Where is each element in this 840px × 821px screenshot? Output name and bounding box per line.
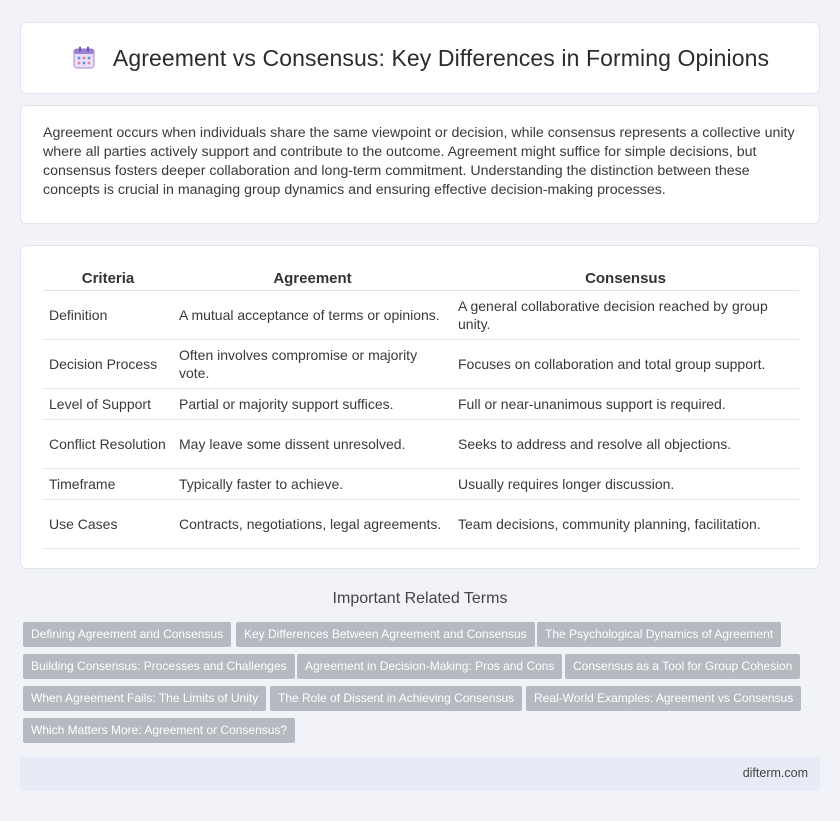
table-cell: Team decisions, community planning, facilitation. (452, 500, 799, 549)
table-cell: Timeframe (43, 469, 173, 500)
table-cell: A general collaborative decision reached by group unity. (452, 291, 799, 340)
table-row (43, 469, 799, 500)
related-tag[interactable]: Which Matters More: Agreement or Consensus? (23, 718, 295, 743)
table-cell: Full or near-unanimous support is required. (452, 389, 799, 420)
table-cell: Often involves compromise or majority vote. (173, 340, 452, 389)
related-tag[interactable]: Key Differences Between Agreement and Consensus (236, 622, 535, 647)
related-tag[interactable]: The Psychological Dynamics of Agreement (537, 622, 781, 647)
table-cell: Contracts, negotiations, legal agreements. (173, 500, 452, 549)
table-cell: Focuses on collaboration and total group support. (452, 340, 799, 389)
column-header: Criteria (43, 264, 173, 291)
table-row (43, 389, 799, 420)
table-cell: Seeks to address and resolve all objections. (452, 420, 799, 469)
table-row (43, 340, 799, 389)
related-tag[interactable]: When Agreement Fails: The Limits of Unity (23, 686, 266, 711)
table-cell: Definition (43, 291, 173, 340)
related-tag[interactable]: Consensus as a Tool for Group Cohesion (565, 654, 800, 679)
table-cell: May leave some dissent unresolved. (173, 420, 452, 469)
related-tag[interactable]: Building Consensus: Processes and Challenges (23, 654, 295, 679)
related-tag[interactable]: Real-World Examples: Agreement vs Consensus (526, 686, 801, 711)
table-row (43, 420, 799, 469)
related-tag[interactable]: Agreement in Decision-Making: Pros and Cons (297, 654, 562, 679)
table-cell: Typically faster to achieve. (173, 469, 452, 500)
table-cell: Decision Process (43, 340, 173, 389)
table-cell: Partial or majority support suffices. (173, 389, 452, 420)
footer (20, 757, 820, 791)
related-tag[interactable]: Defining Agreement and Consensus (23, 622, 231, 647)
table-cell: A mutual acceptance of terms or opinions. (173, 291, 452, 340)
table-row (43, 500, 799, 549)
comparison-table (43, 264, 799, 549)
column-header: Consensus (452, 264, 799, 291)
table-cell: Conflict Resolution (43, 420, 173, 469)
page-title: Agreement vs Consensus: Key Differences in Forming Opinions (112, 44, 770, 71)
intro-paragraph: Agreement occurs when individuals share the same viewpoint or decision, while consensus represents a collective unity where all parties actively support and contribute to the outcome. Agreement might suffice for simple decisions, but consensus fosters deeper collaboration and long-term commitment. Understanding the distinction between these concepts is crucial in managing group dynamics and ensuring effective decision-making processes. (43, 125, 795, 198)
column-header: Agreement (173, 264, 452, 291)
table-cell: Usually requires longer discussion. (452, 469, 799, 500)
intro-card (20, 105, 820, 224)
calendar-grid-icon (71, 45, 97, 71)
table-cell: Use Cases (43, 500, 173, 549)
related-tag[interactable]: The Role of Dissent in Achieving Consensus (270, 686, 522, 711)
table-header-row (43, 264, 799, 291)
comparison-table-card (20, 245, 820, 569)
footer-site-link[interactable]: difterm.com (742, 766, 808, 780)
header-card (20, 22, 820, 94)
related-terms-title: Important Related Terms (332, 590, 508, 607)
table-cell: Level of Support (43, 389, 173, 420)
table-row (43, 291, 799, 340)
